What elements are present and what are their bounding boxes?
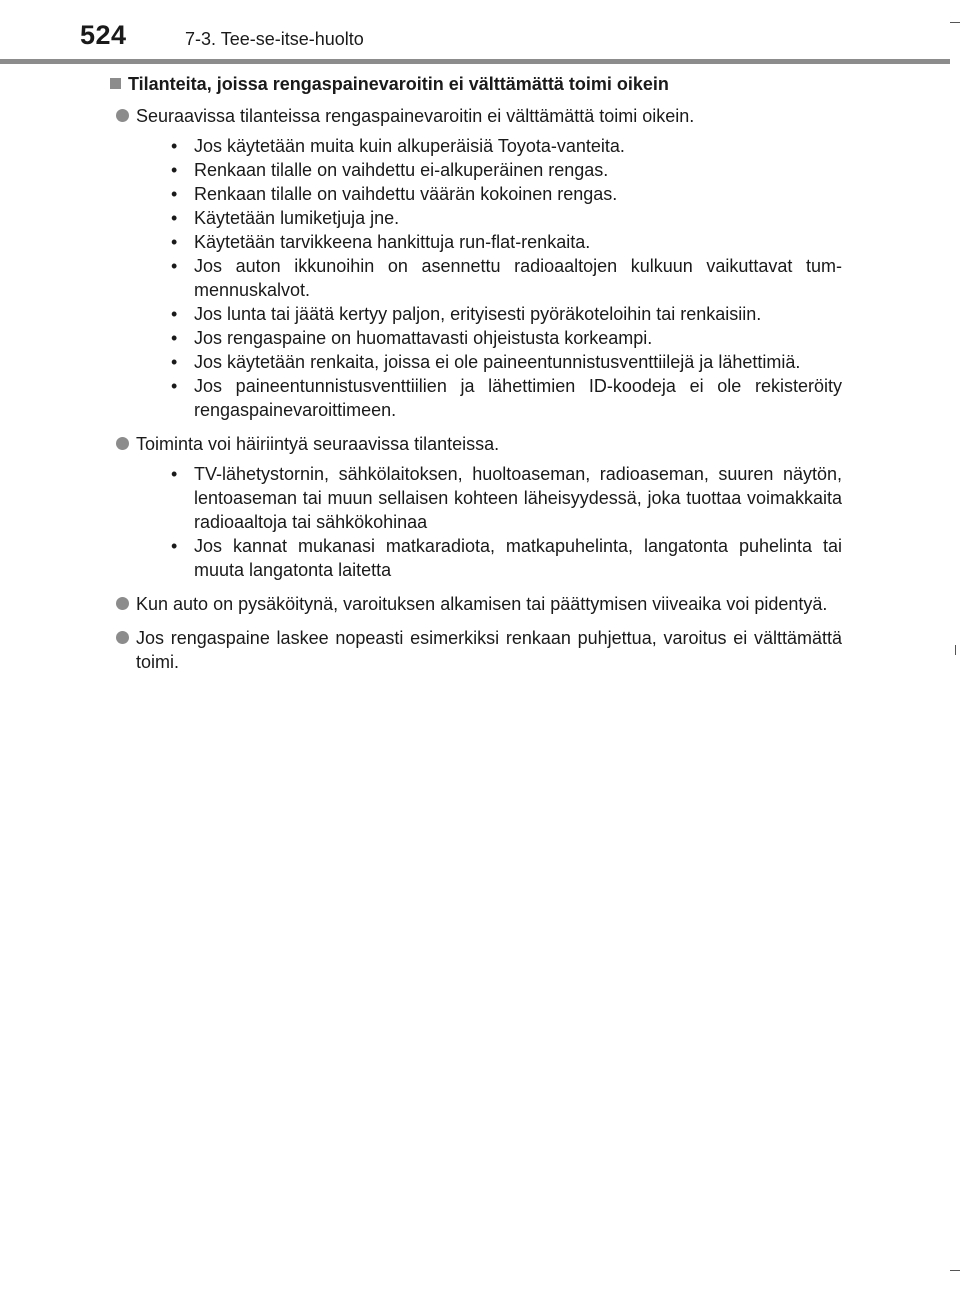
item-list [110,104,842,674]
circle-bullet-icon [116,109,129,122]
sub-list-item [169,230,842,254]
sub-item-text: Renkaan tilalle on vaihdettu ei-alkuperäinen rengas. [194,160,609,180]
sub-list-item [169,134,842,158]
sub-item-text: Jos rengaspaine on huomattavasti ohjeistusta korkeampi. [194,328,653,348]
circle-list-item [110,432,842,582]
sub-list-item [169,254,842,302]
bullet-dot-icon: • [171,328,178,348]
circle-bullet-icon [116,597,129,610]
circle-list-item [110,104,842,422]
bullet-dot-icon: • [171,304,178,324]
sub-item-text: Jos paineentunnistusventtiilien ja lähettimien ID-koodeja ei ole rekisteröity rengaspainevaroittimeen. [194,376,842,420]
page-number: 524 [80,20,127,50]
sub-list-item [169,462,842,534]
crop-mark [950,22,960,23]
crop-mark [950,1270,960,1271]
circle-list-item [110,626,842,674]
sub-item-text: Jos lunta tai jäätä kertyy paljon, erityisesti pyöräkoteloihin tai renkaisiin. [194,304,762,324]
circle-item-text: Toiminta voi häiriintyä seuraavissa tilanteissa. [136,434,500,454]
sub-item-text: Jos kannat mukanasi matkaradiota, matkapuhelinta, langatonta puhelinta tai muuta langatonta laitetta [194,536,842,580]
sub-list-item [169,326,842,350]
sub-list [136,134,842,422]
bullet-dot-icon: • [171,208,178,228]
header-rule [0,59,950,64]
bullet-dot-icon: • [171,536,178,556]
bullet-dot-icon: • [171,232,178,252]
sub-list-item [169,182,842,206]
sub-list-item [169,302,842,326]
sub-list-item [169,158,842,182]
bullet-dot-icon: • [171,136,178,156]
square-bullet-icon [110,78,121,89]
section-heading [110,72,842,96]
sub-item-text: Jos auton ikkunoihin on asennettu radioaaltojen kulkuun vaikuttavat tummennuskalvot. [194,256,842,300]
circle-list-item [110,592,842,616]
circle-item-text: Jos rengaspaine laskee nopeasti esimerkiksi renkaan puhjettua, varoitus ei välttämättä toimi. [136,628,842,672]
circle-item-text: Kun auto on pysäköitynä, varoituksen alkamisen tai päättymisen viiveaika voi pidentyä. [136,594,828,614]
sub-item-text: Käytetään lumiketjuja jne. [194,208,400,228]
content-area [110,72,842,684]
sub-list-item [169,350,842,374]
bullet-dot-icon: • [171,352,178,372]
sub-list-item [169,374,842,422]
sub-item-text: Käytetään tarvikkeena hankittuja run-flat-renkaita. [194,232,591,252]
circle-item-text: Seuraavissa tilanteissa rengaspainevaroitin ei välttämättä toimi oikein. [136,106,695,126]
crop-mark [955,645,956,655]
sub-list [136,462,842,582]
circle-bullet-icon [116,631,129,644]
bullet-dot-icon: • [171,160,178,180]
sub-list-item [169,534,842,582]
bullet-dot-icon: • [171,256,178,276]
circle-bullet-icon [116,437,129,450]
sub-list-item [169,206,842,230]
bullet-dot-icon: • [171,376,178,396]
sub-item-text: Jos käytetään muita kuin alkuperäisiä Toyota-vanteita. [194,136,625,156]
sub-item-text: TV-lähetystornin, sähkölaitoksen, huoltoaseman, radioaseman, suuren näytön, lentoaseman tai muun sellaisen kohteen läheisyydessä, joka tuottaa voimakkaita radioaaltoja tai sähkökohinaa [194,464,842,532]
sub-item-text: Jos käytetään renkaita, joissa ei ole paineentunnistusventtiilejä ja lähettimiä. [194,352,801,372]
sub-item-text: Renkaan tilalle on vaihdettu väärän kokoinen rengas. [194,184,618,204]
running-head: 7-3. Tee-se-itse-huolto [185,29,364,49]
bullet-dot-icon: • [171,184,178,204]
section-heading-text: Tilanteita, joissa rengaspainevaroitin ei välttämättä toimi oikein [128,74,669,94]
bullet-dot-icon: • [171,464,178,484]
